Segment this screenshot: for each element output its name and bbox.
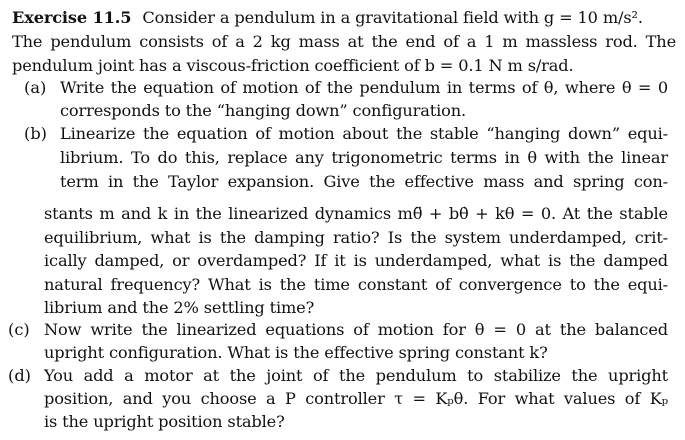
part-d-label: (d) <box>8 366 31 385</box>
part-d-line-3: is the upright position stable? <box>44 412 285 431</box>
part-b-line-5: equilibrium, what is the damping ratio? Is the system underdamped, crit- <box>44 228 668 247</box>
part-c-line-2: upright configuration. What is the effective spring constant k? <box>44 343 548 362</box>
part-b-line-3: term in the Taylor expansion. Give the effective mass and spring con- <box>60 172 668 191</box>
intro-line-1 <box>12 8 676 28</box>
part-b-line-2: librium. To do this, replace any trigonometric terms in θ with the linear <box>60 148 668 167</box>
intro-line-3: pendulum joint has a viscous-friction coefficient of b = 0.1 N m s/rad. <box>12 56 574 75</box>
part-b-line-1: Linearize the equation of motion about the stable “hanging down” equi- <box>60 124 668 143</box>
part-c-label: (c) <box>8 320 30 339</box>
part-a-label: (a) <box>24 78 47 97</box>
exercise-heading: Exercise 11.5 <box>12 8 132 27</box>
part-c-line-1: Now write the linearized equations of motion for θ = 0 at the balanced <box>44 320 668 339</box>
part-b-line-4: stants m and k in the linearized dynamics mθ̈ + bθ̇ + kθ = 0. At the stable <box>44 204 668 223</box>
part-d-line-2: position, and you choose a P controller τ = Kₚθ. For what values of Kₚ <box>44 389 668 408</box>
part-a-line-1: Write the equation of motion of the pendulum in terms of θ, where θ = 0 <box>60 78 668 97</box>
part-d-line-1: You add a motor at the joint of the pendulum to stabilize the upright <box>44 366 668 385</box>
part-b-line-8: librium and the 2% settling time? <box>44 298 315 317</box>
part-b-label: (b) <box>24 124 47 143</box>
part-b-line-6: ically damped, or overdamped? If it is underdamped, what is the damped <box>44 251 668 270</box>
intro-text-1: Consider a pendulum in a gravitational field with g = 10 m/s². <box>142 8 643 27</box>
intro-line-2: The pendulum consists of a 2 kg mass at the end of a 1 m massless rod. The <box>12 32 676 51</box>
part-a-line-2: corresponds to the “hanging down” configuration. <box>60 101 467 120</box>
part-b-line-7: natural frequency? What is the time constant of convergence to the equi- <box>44 275 668 294</box>
